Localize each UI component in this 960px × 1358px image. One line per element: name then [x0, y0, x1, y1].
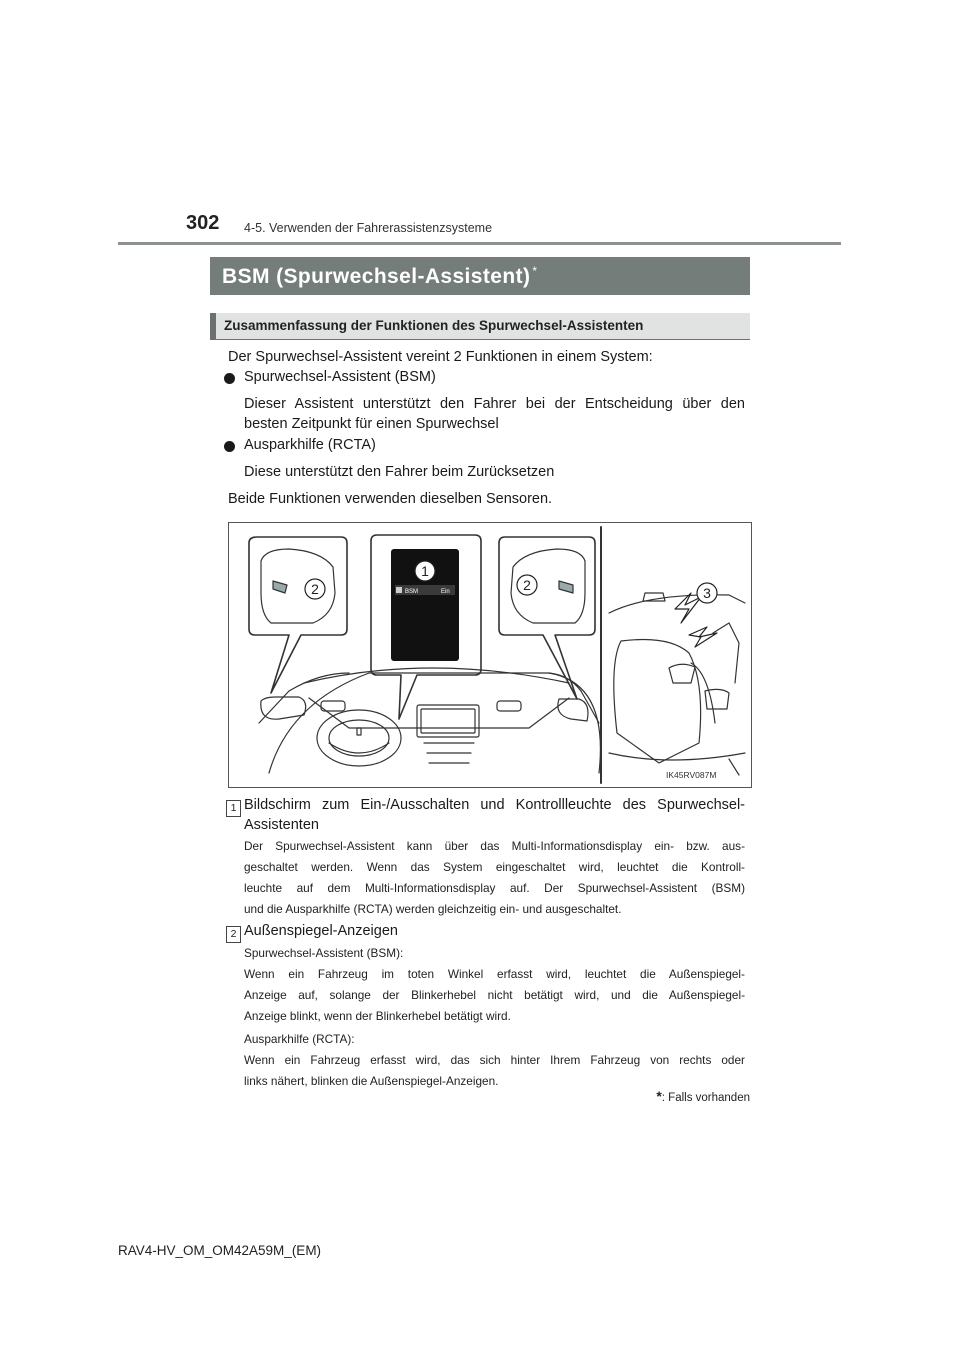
section-asterisk: *: [532, 264, 538, 278]
bullet-desc-bsm-line2: besten Zeitpunkt für einen Spurwechsel: [244, 416, 499, 432]
bullet-label-rcta: Ausparkhilfe (RCTA): [244, 437, 376, 453]
callout-number-3: 3: [703, 585, 711, 601]
figure-code: IK45RV087M: [666, 770, 717, 780]
item-1-desc-line: geschaltet werden. Wenn das System eingeschaltet wird, leuchtet die Kontroll-: [244, 860, 745, 874]
item-number-2: 2: [226, 926, 241, 943]
bullet-desc-rcta: Diese unterstützt den Fahrer beim Zurücksetzen: [244, 464, 555, 480]
item-2-desc-line: Wenn ein Fahrzeug im toten Winkel erfasst wird, leuchtet die Außenspiegel-: [244, 967, 745, 981]
footnote: [560, 1088, 750, 1104]
header-rule: [118, 242, 841, 245]
footnote-mark: *: [656, 1088, 662, 1104]
footnote-text: : Falls vorhanden: [661, 1092, 750, 1104]
chapter-title: 4-5. Verwenden der Fahrerassistenzsysteme: [244, 221, 493, 235]
bsm-illustration: [228, 522, 752, 788]
display-status-label: Ein: [441, 589, 450, 595]
display-bsm-label: BSM: [405, 589, 419, 595]
sensors-text: Beide Funktionen verwenden dieselben Sensoren.: [228, 491, 553, 507]
item-1-title-line2: Assistenten: [244, 817, 319, 833]
bullet-desc-bsm-line1: Dieser Assistent unterstützt den Fahrer bei der Entscheidung über den: [244, 396, 745, 412]
item-1-desc-line: und die Ausparkhilfe (RCTA) werden gleichzeitig ein- und ausgeschaltet.: [244, 902, 622, 916]
item-2-desc-line: links nähert, blinken die Außenspiegel-Anzeigen.: [244, 1074, 499, 1088]
bsm-indicator-icon: [396, 587, 402, 593]
section-title: BSM (Spurwechsel-Assistent) *: [222, 264, 538, 288]
bullet-label-bsm: Spurwechsel-Assistent (BSM): [244, 369, 436, 385]
callout-number-2-right: 2: [523, 577, 531, 593]
item-2-desc-line: Wenn ein Fahrzeug erfasst wird, das sich hinter Ihrem Fahrzeug von rechts oder: [244, 1053, 745, 1067]
item-2-desc-line: Ausparkhilfe (RCTA):: [244, 1032, 355, 1046]
bsm-illustration-drawing: [229, 523, 751, 787]
item-1-description: [244, 836, 745, 920]
bullet-dot: [224, 373, 235, 384]
item-1-title-line1: Bildschirm zum Ein-/Ausschalten und Kontrollleuchte des Spurwechsel-: [244, 797, 745, 813]
document-code: RAV4-HV_OM_OM42A59M_(EM): [118, 1243, 322, 1258]
item-2-description-bsm: [244, 943, 745, 1027]
subsection-title: Zusammenfassung der Funktionen des Spurwechsel-Assistenten: [224, 318, 644, 333]
item-2-desc-line: Anzeige auf, solange der Blinkerhebel nicht betätigt wird, und die Außenspiegel-: [244, 988, 745, 1002]
item-2-desc-line: Spurwechsel-Assistent (BSM):: [244, 946, 404, 960]
callout-number-1: 1: [421, 563, 429, 579]
item-number-1: 1: [226, 800, 241, 817]
item-2-description-rcta: [244, 1029, 745, 1092]
callout-number-2-left: 2: [311, 581, 319, 597]
intro-text: Der Spurwechsel-Assistent vereint 2 Funktionen in einem System:: [228, 349, 653, 365]
item-1-desc-line: Der Spurwechsel-Assistent kann über das Multi-Informationsdisplay ein- bzw. aus-: [244, 839, 745, 853]
item-1-desc-line: leuchte auf dem Multi-Informationsdisplay auf. Der Spurwechsel-Assistent (BSM): [244, 881, 745, 895]
item-2-title: Außenspiegel-Anzeigen: [244, 923, 398, 939]
subsection-accent: [210, 313, 216, 340]
page-number: 302: [186, 212, 220, 234]
item-2-desc-line: Anzeige blinkt, wenn der Blinkerhebel betätigt wird.: [244, 1009, 511, 1023]
bullet-dot: [224, 441, 235, 452]
